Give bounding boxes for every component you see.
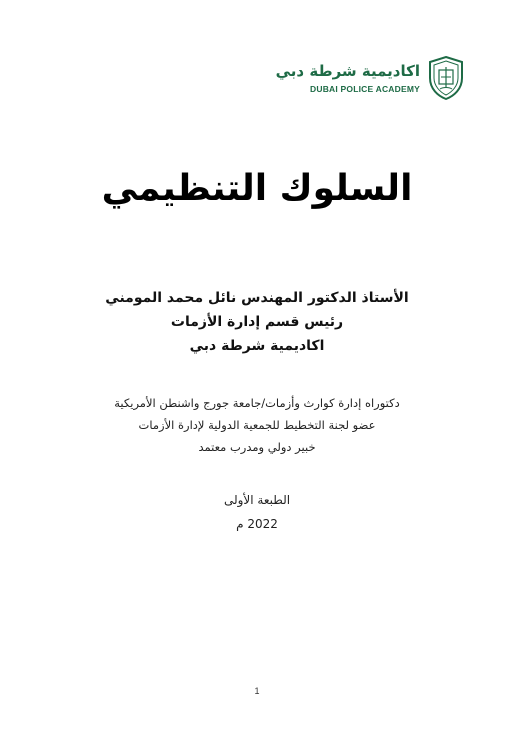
- edition-block: [0, 488, 514, 536]
- author-position: رئيس قسم إدارة الأزمات: [170, 314, 344, 330]
- credential-degree: دكتوراه إدارة كوارث وأزمات/جامعة جورج واشنطن الأمريكية: [114, 396, 400, 410]
- credentials-block: [0, 392, 514, 458]
- academy-name-english: DUBAI POLICE ACADEMY: [310, 84, 420, 94]
- edition-label: الطبعة الأولى: [223, 493, 291, 507]
- author-block: [0, 286, 514, 358]
- author-name: الأستاذ الدكتور المهندس نائل محمد المومني: [105, 290, 409, 306]
- edition-year: 2022 م: [236, 517, 278, 531]
- credential-expert: خبير دولي ومدرب معتمد: [198, 440, 316, 454]
- document-title: السلوك التنظيمي: [101, 168, 413, 209]
- academy-logo: [275, 56, 464, 102]
- page-number: 1: [254, 686, 260, 696]
- academy-emblem-icon: [428, 56, 464, 100]
- author-institution: اكاديمية شرطة دبي: [189, 338, 325, 354]
- academy-name-arabic: اكاديمية شرطة دبي: [275, 62, 420, 80]
- credential-membership: عضو لجنة التخطيط للجمعية الدولية لإدارة الأزمات: [138, 418, 376, 432]
